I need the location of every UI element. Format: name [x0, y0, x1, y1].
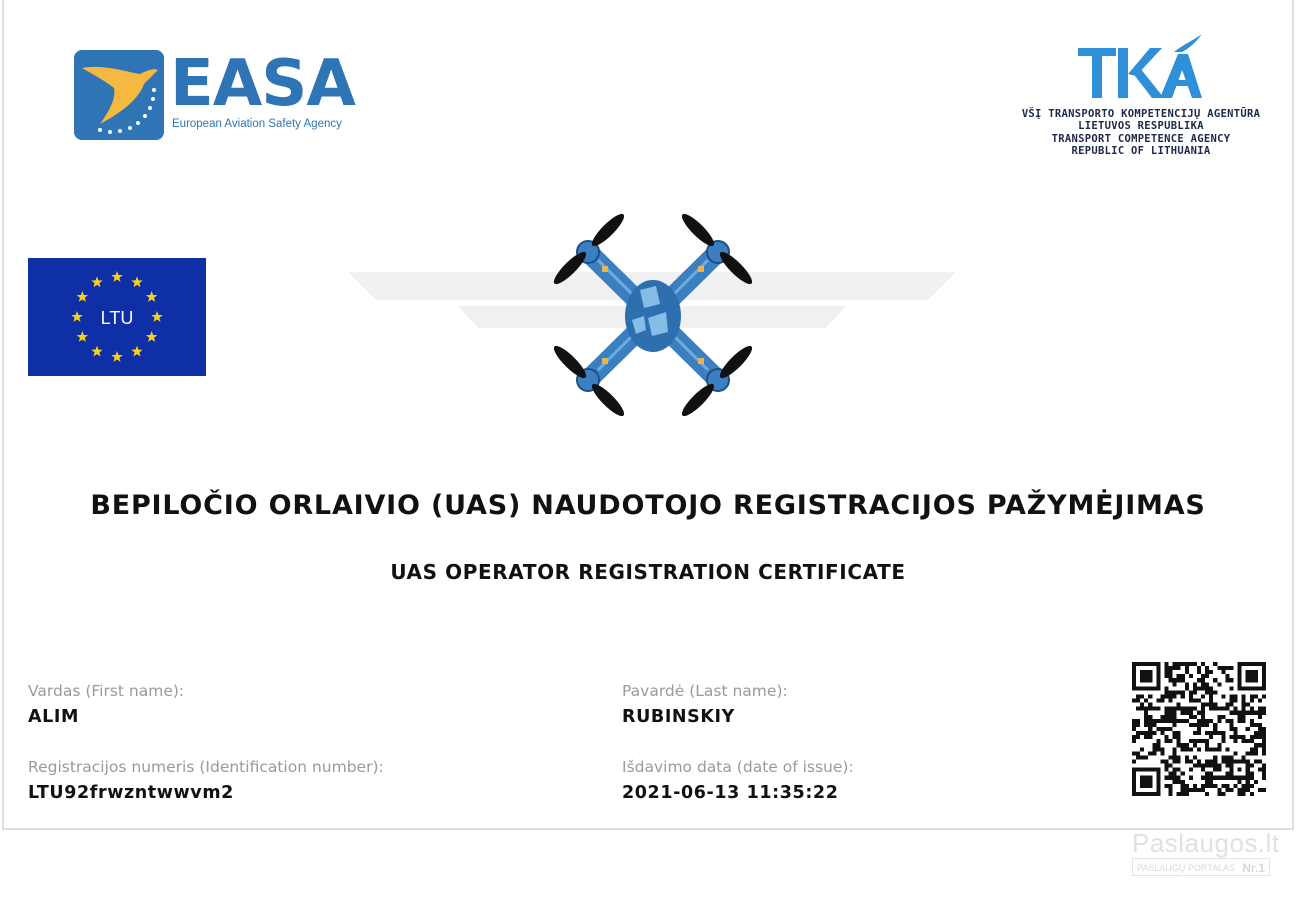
- watermark-subtitle: PASLAUGŲ PORTALAS: [1137, 863, 1236, 873]
- easa-bird-icon: [74, 50, 164, 140]
- tka-line: TRANSPORT COMPETENCE AGENCY: [1051, 132, 1231, 145]
- tka-line: VŠĮ TRANSPORTO KOMPETENCIJŲ AGENTŪRA: [1021, 108, 1261, 120]
- paslaugos-watermark: [1132, 828, 1280, 880]
- easa-wordmark: EASA: [170, 47, 355, 121]
- eu-flag-ltu: [28, 258, 206, 376]
- last-name-value: RUBINSKIY: [622, 707, 735, 727]
- tka-line: REPUBLIC OF LITHUANIA: [1071, 145, 1211, 158]
- issue-date-label: Išdavimo data (date of issue):: [622, 758, 854, 776]
- first-name-label: Vardas (First name):: [28, 682, 185, 700]
- qr-code-icon: [1132, 662, 1266, 796]
- certificate-title-lt: BEPILOČIO ORLAIVIO (UAS) NAUDOTOJO REGISTRACIJOS PAŽYMĖJIMAS: [90, 490, 1206, 521]
- id-number-value: LTU92frwzntwwvm2: [28, 783, 234, 803]
- watermark-badge: Nr.1: [1242, 861, 1265, 875]
- tka-logo: [1010, 34, 1272, 164]
- tka-logo-mark-icon: [1076, 34, 1206, 102]
- quadcopter-drone-icon: [548, 208, 758, 422]
- watermark-sub: [1132, 858, 1270, 876]
- certificate-title-en: UAS OPERATOR REGISTRATION CERTIFICATE: [390, 560, 906, 584]
- id-number-label: Registracijos numeris (Identification number):: [28, 758, 384, 776]
- watermark-main-text: Paslaugos.lt: [1132, 828, 1280, 858]
- flag-country-code: LTU: [100, 308, 134, 328]
- tka-agency-text: [1010, 108, 1272, 158]
- first-name-value: ALIM: [28, 707, 80, 727]
- easa-subtitle: European Aviation Safety Agency: [172, 118, 342, 130]
- tka-line: LIETUVOS RESPUBLIKA: [1078, 120, 1204, 133]
- last-name-label: Pavardė (Last name):: [622, 682, 788, 700]
- issue-date-value: 2021-06-13 11:35:22: [622, 783, 839, 803]
